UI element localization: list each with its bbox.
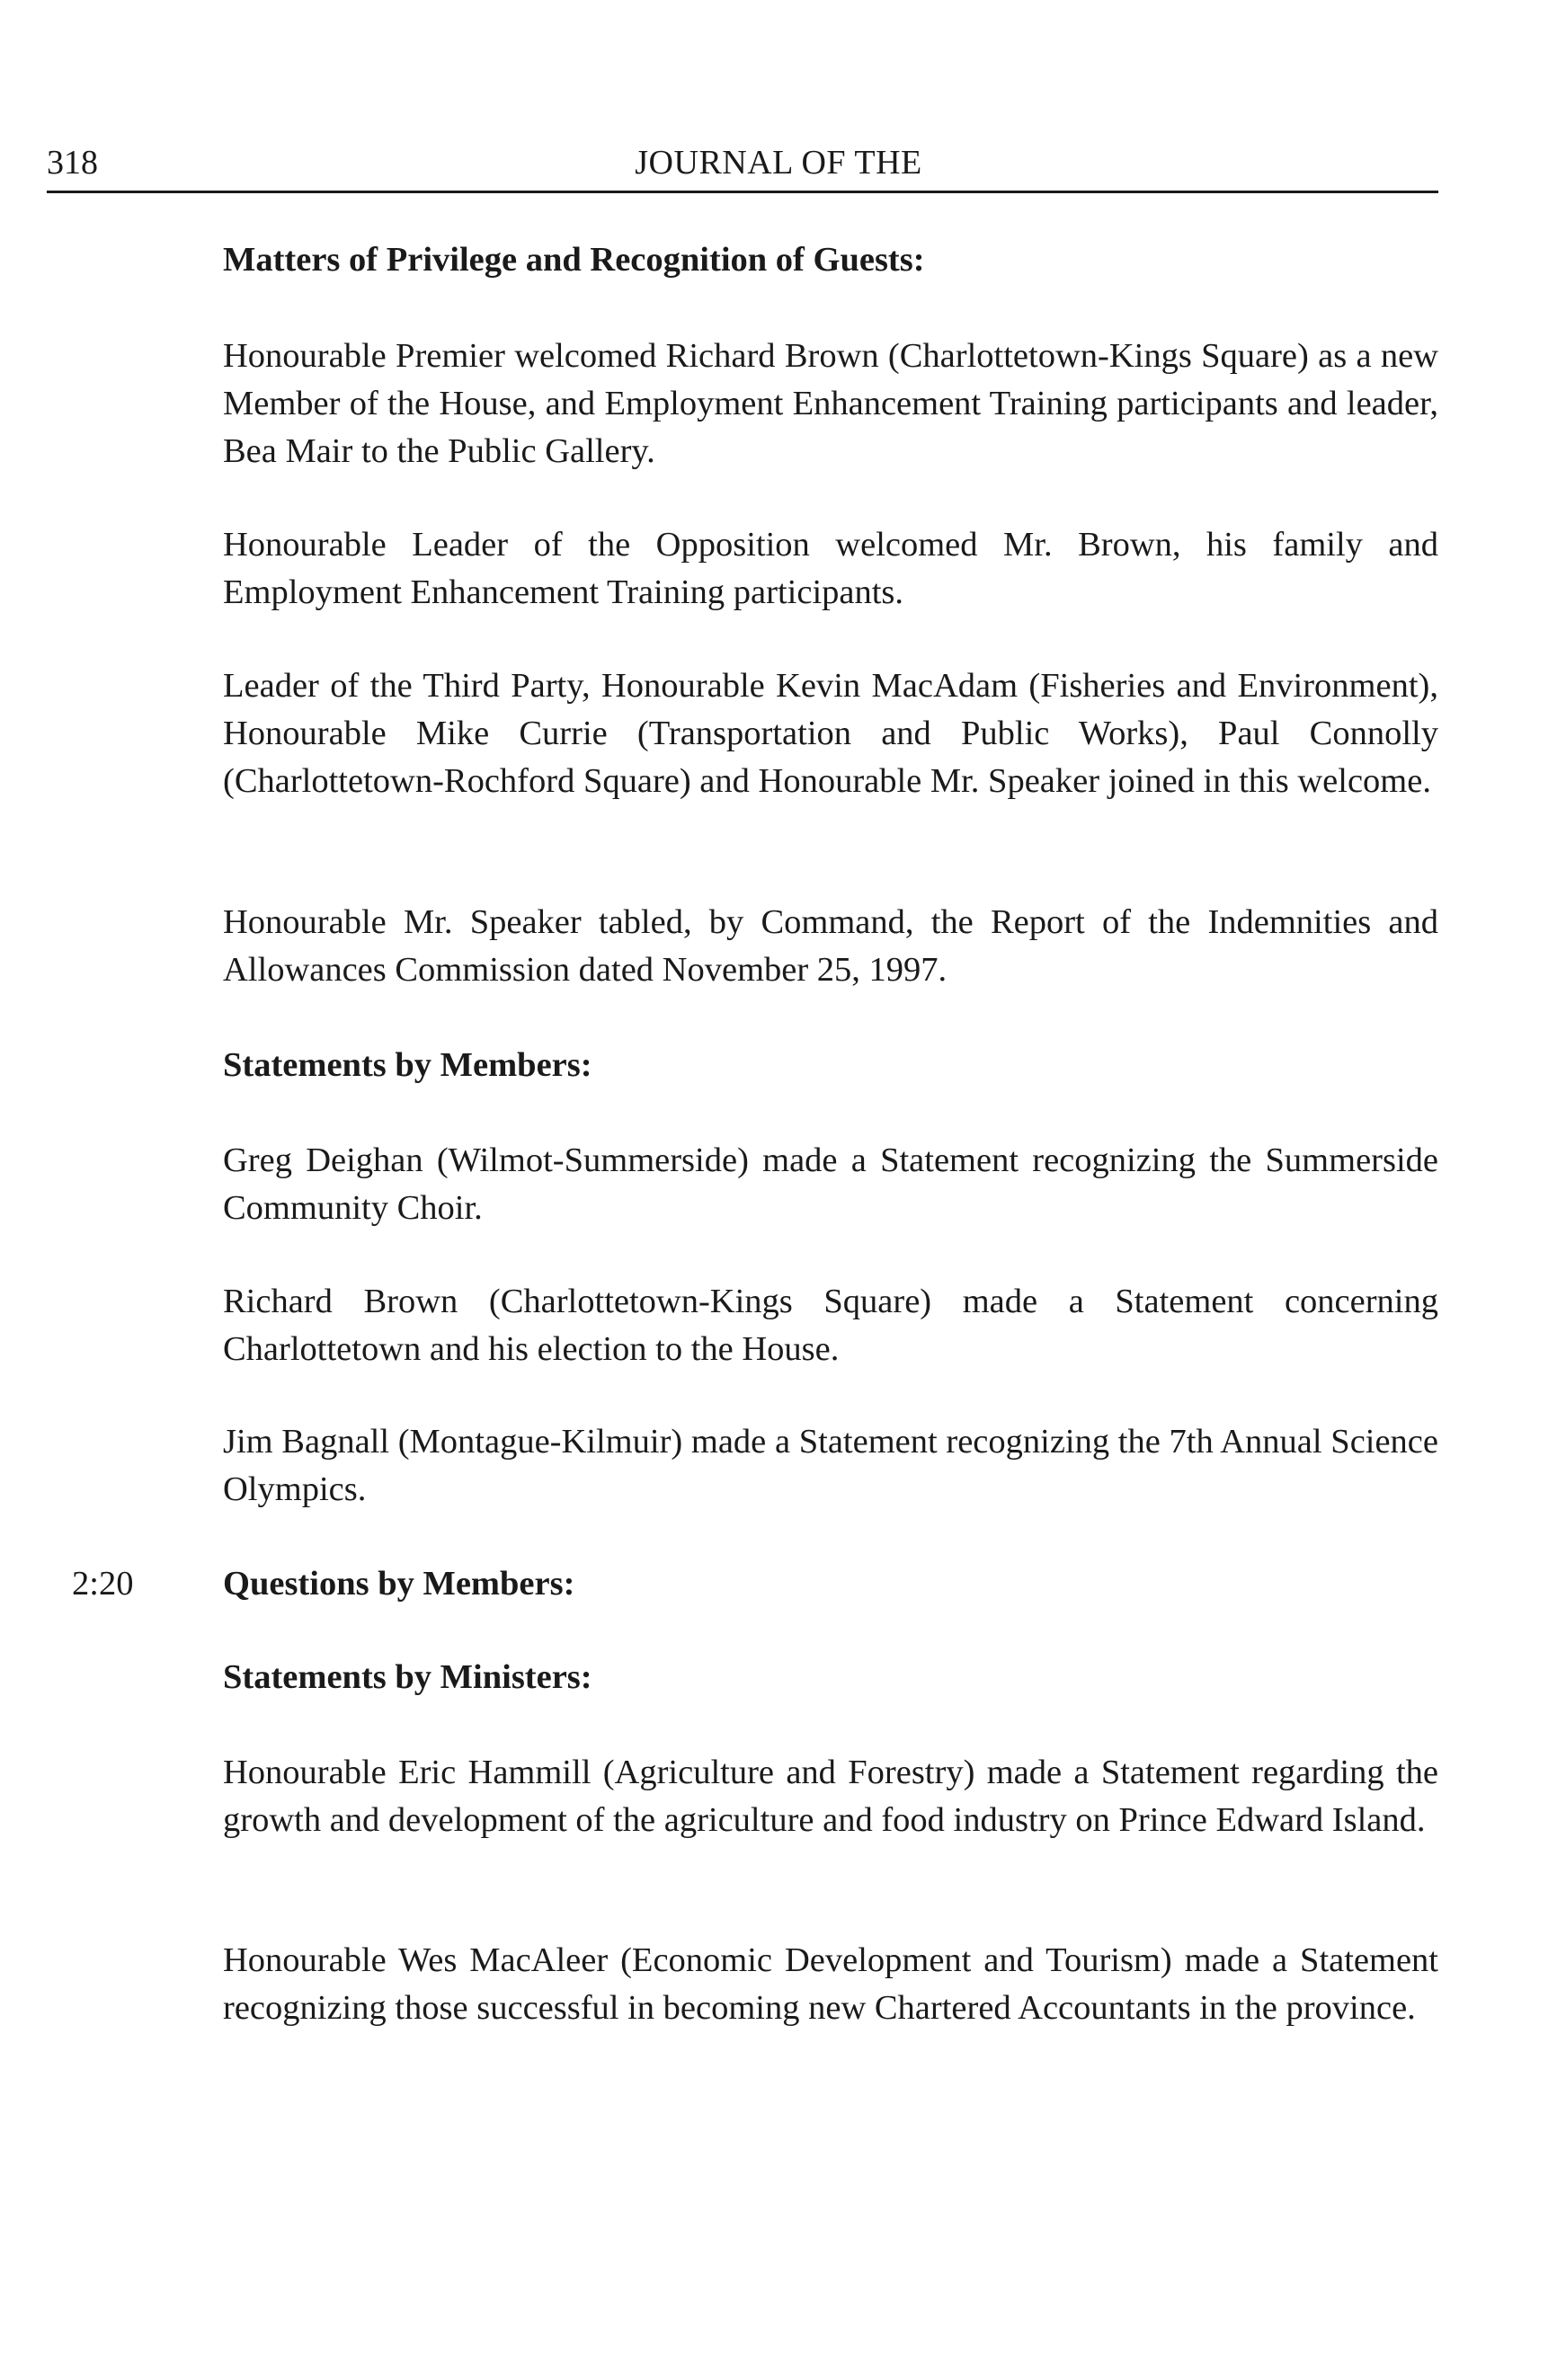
section-heading-ministers: Statements by Ministers:: [223, 1658, 592, 1696]
section-heading-questions: Questions by Members:: [223, 1565, 575, 1603]
time-stamp: 2:20: [72, 1565, 134, 1603]
paragraph-bagnall-statement: Jim Bagnall (Montague-Kilmuir) made a Statement recognizing the 7th Annual Science Olympics.: [223, 1423, 1438, 1508]
section-heading-members: Statements by Members:: [223, 1046, 592, 1084]
running-head: JOURNAL OF THE: [635, 144, 922, 182]
paragraph-hammill-statement: Honourable Eric Hammill (Agriculture and Forestry) made a Statement regarding the growth and development of the agriculture and food industry on Prince Edward Island.: [223, 1754, 1438, 1839]
section-heading-privilege: Matters of Privilege and Recognition of Guests:: [223, 241, 925, 279]
paragraph-macaleer-statement: Honourable Wes MacAleer (Economic Development and Tourism) made a Statement recognizing those successful in becoming new Chartered Accountants in the province.: [223, 1941, 1438, 2027]
page-number: 318: [47, 144, 98, 182]
header-rule: [47, 191, 1438, 193]
paragraph-deighan-statement: Greg Deighan (Wilmot-Summerside) made a Statement recognizing the Summerside Community Choir.: [223, 1141, 1438, 1227]
paragraph-brown-statement: Richard Brown (Charlottetown-Kings Square) made a Statement concerning Charlottetown and his election to the House.: [223, 1283, 1438, 1368]
paragraph-speaker-tabled: Honourable Mr. Speaker tabled, by Command, the Report of the Indemnities and Allowances Commission dated November 25, 1997.: [223, 903, 1438, 989]
paragraph-opposition-welcome: Honourable Leader of the Opposition welcomed Mr. Brown, his family and Employment Enhancement Training participants.: [223, 526, 1438, 611]
paragraph-third-party-welcome: Leader of the Third Party, Honourable Kevin MacAdam (Fisheries and Environment), Honourable Mike Currie (Transportation and Public Works), Paul Connolly (Charlottetown-Rochford Square) and Honourable Mr. Speaker joined in this welcome.: [223, 667, 1438, 800]
paragraph-premier-welcome: Honourable Premier welcomed Richard Brown (Charlottetown-Kings Square) as a new Member of the House, and Employment Enhancement Training participants and leader, Bea Mair to the Public Gallery.: [223, 337, 1438, 470]
